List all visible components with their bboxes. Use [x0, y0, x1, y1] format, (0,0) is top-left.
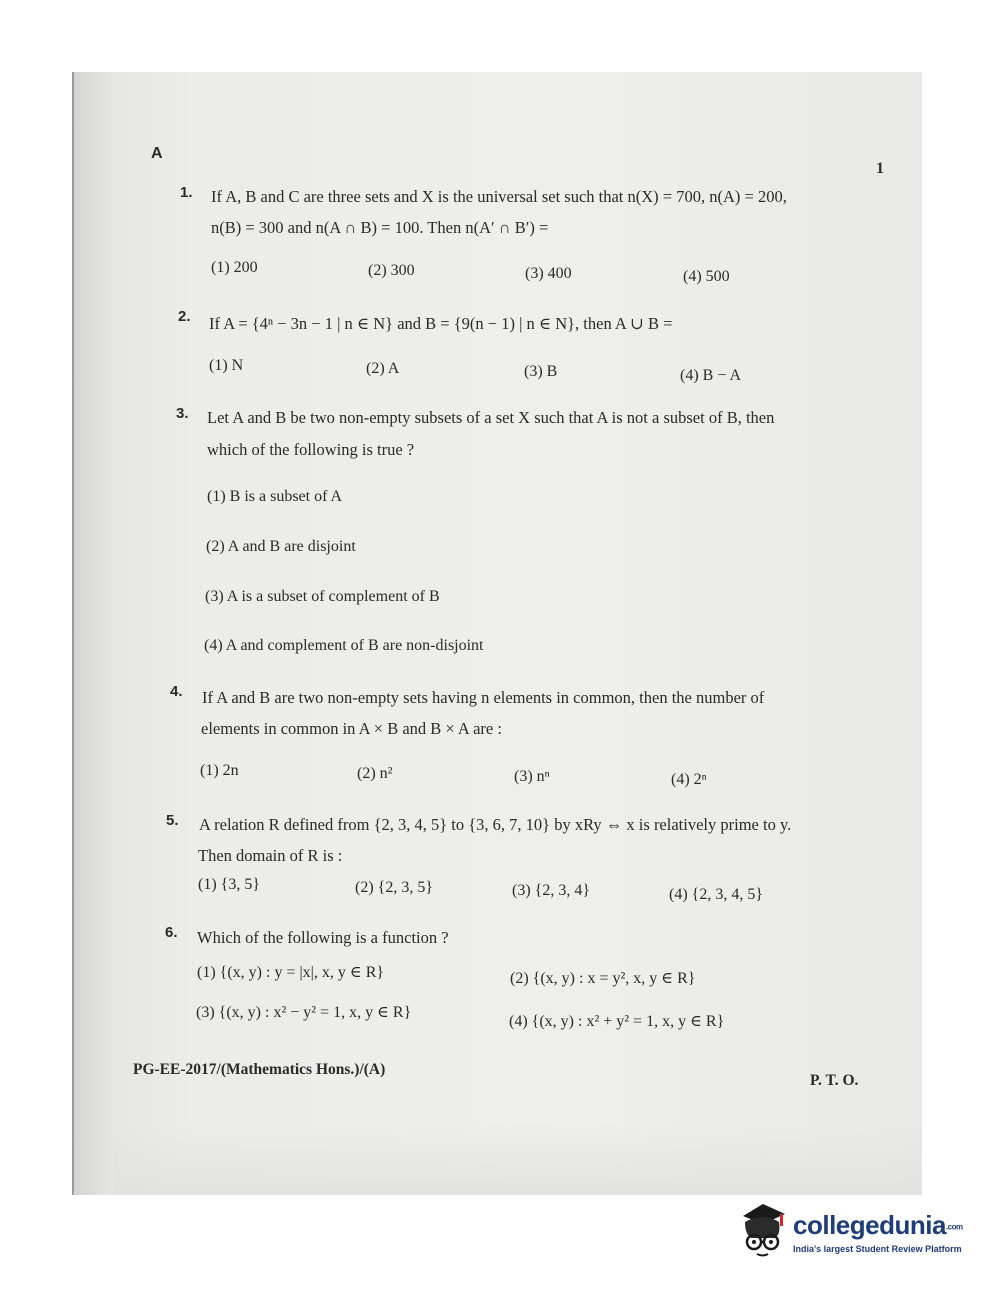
question-4-option-3: (3) nⁿ	[514, 768, 550, 785]
question-3-option-2: (2) A and B are disjoint	[206, 538, 356, 555]
question-4-option-2: (2) n²	[357, 765, 393, 782]
set-label: A	[151, 145, 163, 162]
question-3-line-1: Let A and B be two non-empty subsets of a set X such that A is not a subset of B, then	[207, 408, 775, 427]
question-5-option-1: (1) {3, 5}	[198, 876, 261, 893]
question-1-line-1: If A, B and C are three sets and X is the universal set such that n(X) = 700, n(A) = 200,	[211, 187, 787, 206]
student-mascot-icon	[735, 1198, 791, 1260]
question-6-option-4: (4) {(x, y) : x² + y² = 1, x, y ∈ R}	[509, 1013, 725, 1030]
paper-code: PG-EE-2017/(Mathematics Hons.)/(A)	[133, 1061, 386, 1078]
collegedunia-logo	[735, 1198, 965, 1268]
question-1-option-3: (3) 400	[525, 265, 572, 282]
question-5-option-2: (2) {2, 3, 5}	[355, 879, 434, 896]
question-5-line-1: A relation R defined from {2, 3, 4, 5} to {3, 6, 7, 10} by xRy ⇔ x is relatively prime to y.	[199, 815, 792, 834]
question-2-option-3: (3) B	[524, 363, 558, 380]
scanned-page	[72, 72, 922, 1195]
question-3-option-3: (3) A is a subset of complement of B	[205, 588, 440, 605]
question-2-option-1: (1) N	[209, 357, 244, 374]
question-4-line-2: elements in common in A × B and B × A are :	[201, 719, 502, 738]
question-1-option-4: (4) 500	[683, 268, 730, 285]
question-1-number: 1.	[180, 184, 193, 201]
question-5-line-2: Then domain of R is :	[198, 846, 343, 865]
pto-label: P. T. O.	[810, 1072, 859, 1089]
question-6-option-3: (3) {(x, y) : x² − y² = 1, x, y ∈ R}	[196, 1004, 412, 1021]
question-5-option-4: (4) {2, 3, 4, 5}	[669, 886, 764, 903]
question-2-number: 2.	[178, 308, 191, 325]
question-1-line-2: n(B) = 300 and n(A ∩ B) = 100. Then n(A′ ∩ B′) =	[211, 218, 549, 237]
question-3-option-1: (1) B is a subset of A	[207, 488, 343, 505]
question-5-option-3: (3) {2, 3, 4}	[512, 882, 591, 899]
logo-wordmark	[793, 1210, 963, 1241]
question-2-option-4: (4) B − A	[680, 367, 742, 384]
question-4-option-4: (4) 2ⁿ	[671, 771, 707, 788]
question-1-option-2: (2) 300	[368, 262, 415, 279]
question-6-option-2: (2) {(x, y) : x = y², x, y ∈ R}	[510, 970, 696, 987]
question-4-line-1: If A and B are two non-empty sets having n elements in common, then the number of	[202, 688, 765, 707]
question-1-option-1: (1) 200	[211, 259, 258, 276]
question-3-line-2: which of the following is true ?	[207, 440, 415, 459]
logo-tagline: India's largest Student Review Platform	[793, 1244, 962, 1254]
question-2-line-1: If A = {4ⁿ − 3n − 1 | n ∈ N} and B = {9(n − 1) | n ∈ N}, then A ∪ B =	[209, 314, 673, 333]
question-3-number: 3.	[176, 405, 189, 422]
question-6-option-1: (1) {(x, y) : y = |x|, x, y ∈ R}	[197, 964, 385, 981]
logo-suffix: .com	[945, 1222, 963, 1232]
logo-name: collegedunia	[793, 1210, 946, 1240]
question-6-number: 6.	[165, 924, 178, 941]
question-6-line-1: Which of the following is a function ?	[197, 928, 449, 947]
page-number: 1	[876, 160, 884, 177]
question-4-number: 4.	[170, 683, 183, 700]
question-3-option-4: (4) A and complement of B are non-disjoint	[204, 637, 484, 654]
question-2-option-2: (2) A	[366, 360, 400, 377]
question-5-number: 5.	[166, 812, 179, 829]
question-4-option-1: (1) 2n	[200, 762, 239, 779]
